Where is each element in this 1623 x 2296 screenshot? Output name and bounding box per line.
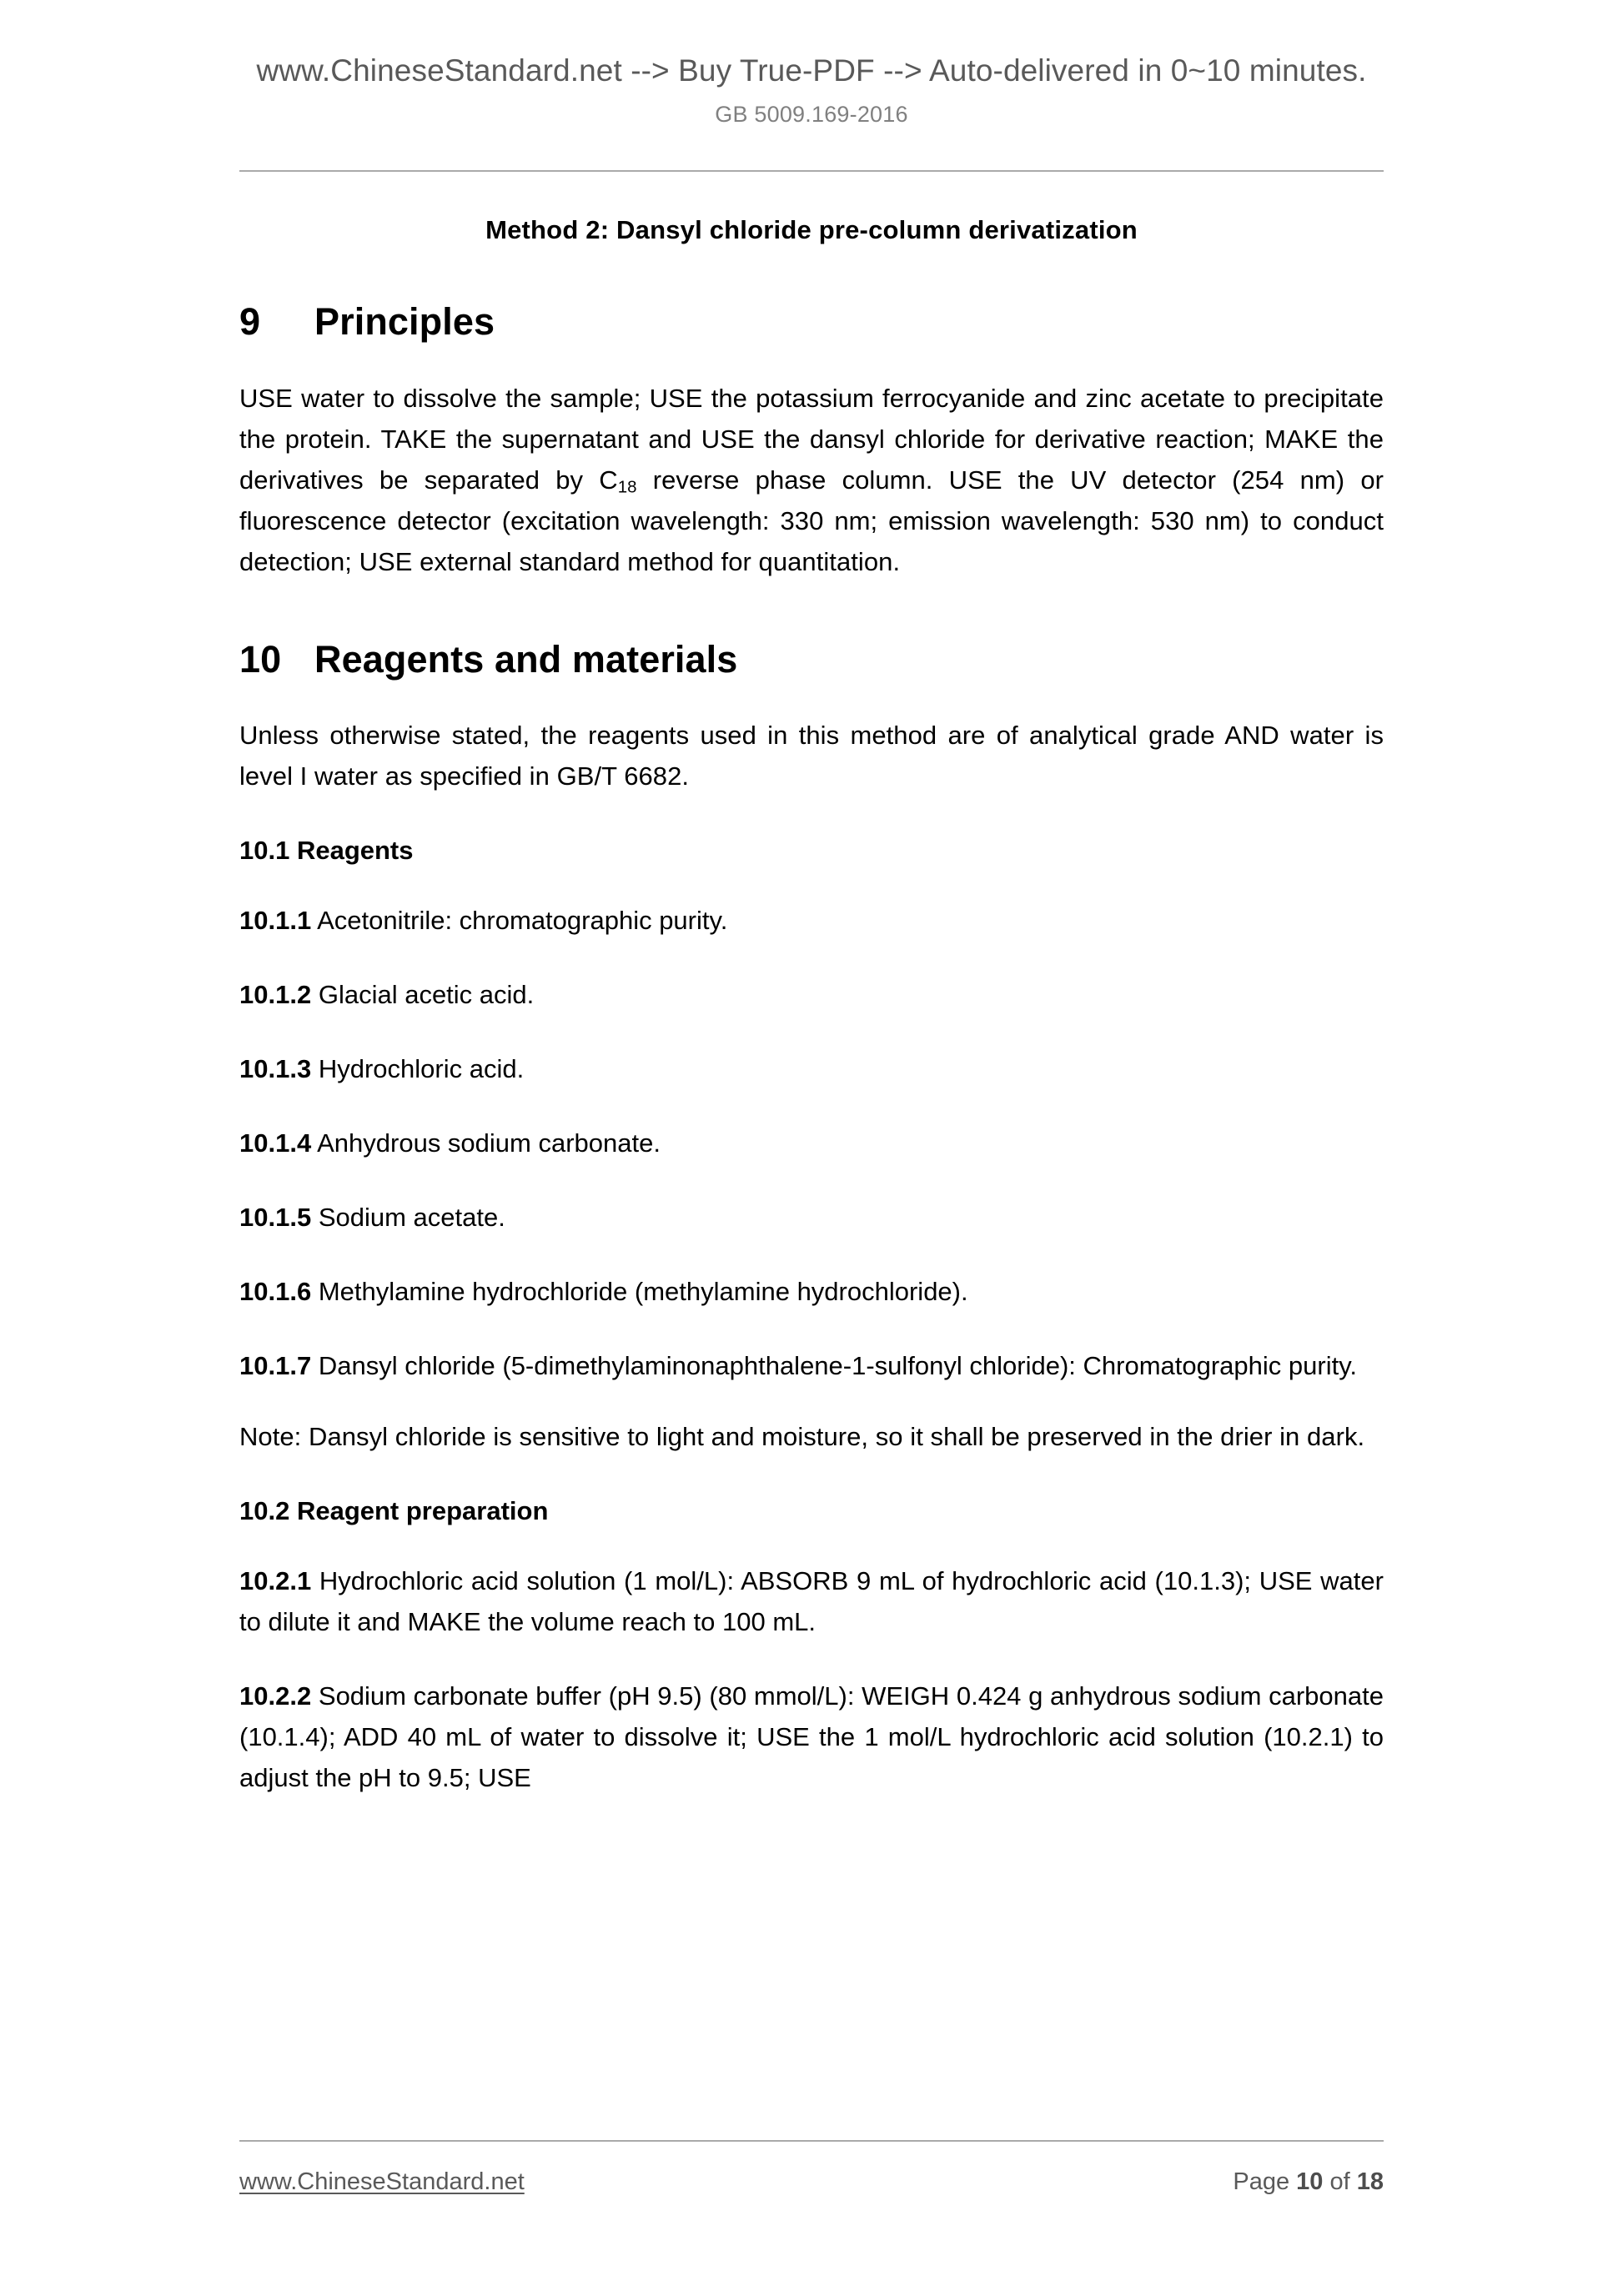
dansyl-chloride-note: Note: Dansyl chloride is sensitive to light and moisture, so it shall be preserved in the drier in dark.: [239, 1422, 1365, 1452]
reagent-item-label: 10.1.3: [239, 1054, 312, 1084]
reagent-item-label: 10.1.7: [239, 1351, 312, 1381]
preparation-item-text: Sodium carbonate buffer (pH 9.5) (80 mmol/L): WEIGH 0.424 g anhydrous sodium carbonate (10.1.4); ADD 40 mL of water to dissolve it; USE the 1 mol/L hydrochloric acid solution (10.2.1) to adjust the pH to 9.5; USE: [239, 1681, 1384, 1792]
page-prefix-label: Page: [1233, 2168, 1297, 2195]
header-divider: [239, 170, 1384, 172]
section-number: 10: [239, 637, 282, 681]
page-total-number: 18: [1356, 2168, 1384, 2195]
section-title: Reagents and materials: [314, 637, 738, 681]
page-header: [0, 52, 1623, 128]
preparation-item-label: 10.2.1: [239, 1566, 312, 1596]
reagent-item: [239, 1198, 1384, 1238]
reagent-item: [239, 901, 1384, 942]
principles-text-part2: reverse phase column. USE the UV detector (254 nm) or fluorescence detector (excitation wavelength: 330 nm; emission wavelength: 530 nm) to conduct detection; USE external standard method for quantitation.: [239, 465, 1384, 576]
section-heading-principles: [239, 300, 1384, 344]
standard-number: GB 5009.169-2016: [715, 102, 908, 128]
footer-divider: [239, 2140, 1384, 2142]
section-heading-reagents-and-materials: [239, 638, 1384, 681]
page-middle-label: of: [1323, 2168, 1357, 2195]
reagent-item-text: Sodium acetate.: [318, 1203, 505, 1233]
preparation-item-text: Hydrochloric acid solution (1 mol/L): ABSORB 9 mL of hydrochloric acid (10.1.3); USE water to dilute it and MAKE the volume reach to 100 mL.: [239, 1566, 1384, 1636]
footer-site-link[interactable]: www.ChineseStandard.net: [239, 2168, 525, 2195]
reagents-intro-paragraph: Unless otherwise stated, the reagents used in this method are of analytical grade AND water is level I water as specified in GB/T 6682.: [239, 721, 1384, 791]
preparation-item: [239, 1561, 1384, 1643]
reagent-item-label: 10.1.2: [239, 980, 312, 1010]
page-current-number: 10: [1296, 2168, 1324, 2195]
reagent-item-text: Glacial acetic acid.: [318, 980, 535, 1010]
section-number: 9: [239, 300, 261, 343]
c18-subscript: 18: [617, 477, 637, 497]
subsection-heading-reagent-preparation: 10.2 Reagent preparation: [239, 1496, 549, 1526]
reagent-item-text: Methylamine hydrochloride (methylamine hydrochloride).: [318, 1277, 968, 1307]
section-title: Principles: [314, 300, 495, 343]
reagent-item-label: 10.1.5: [239, 1203, 312, 1233]
reagent-item-label: 10.1.4: [239, 1128, 312, 1158]
reagent-item-text: Anhydrous sodium carbonate.: [317, 1128, 661, 1158]
reagent-item-label: 10.1.6: [239, 1277, 312, 1307]
principles-text-part1: USE water to dissolve the sample; USE the potassium ferrocyanide and zinc acetate to precipitate the protein. TAKE the supernatant and USE the dansyl chloride for derivative reaction; MAKE the derivatives be separated by C: [239, 383, 1384, 495]
document-content: [239, 215, 1384, 1799]
reagent-item: [239, 975, 1384, 1016]
reagent-item: [239, 1123, 1384, 1164]
preparation-item: [239, 1676, 1384, 1799]
reagent-item-text: Dansyl chloride (5-dimethylaminonaphthalene-1-sulfonyl chloride): Chromatographic purity.: [318, 1351, 1358, 1381]
principles-paragraph: [239, 379, 1384, 583]
reagent-item-label: 10.1.1: [239, 906, 312, 936]
subsection-heading-reagents: 10.1 Reagents: [239, 836, 414, 866]
preparation-item-label: 10.2.2: [239, 1681, 312, 1711]
watermark-promo-text: www.ChineseStandard.net --> Buy True-PDF --> Auto-delivered in 0~10 minutes.: [256, 53, 1367, 88]
page-footer: [239, 2168, 1384, 2196]
page-indicator: [1233, 2168, 1384, 2196]
method-title: Method 2: Dansyl chloride pre-column derivatization: [485, 215, 1138, 244]
reagent-item-text: Acetonitrile: chromatographic purity.: [317, 906, 728, 936]
reagent-item: [239, 1346, 1384, 1387]
reagent-item-text: Hydrochloric acid.: [318, 1054, 525, 1084]
reagent-item: [239, 1049, 1384, 1090]
reagent-item: [239, 1272, 1384, 1313]
